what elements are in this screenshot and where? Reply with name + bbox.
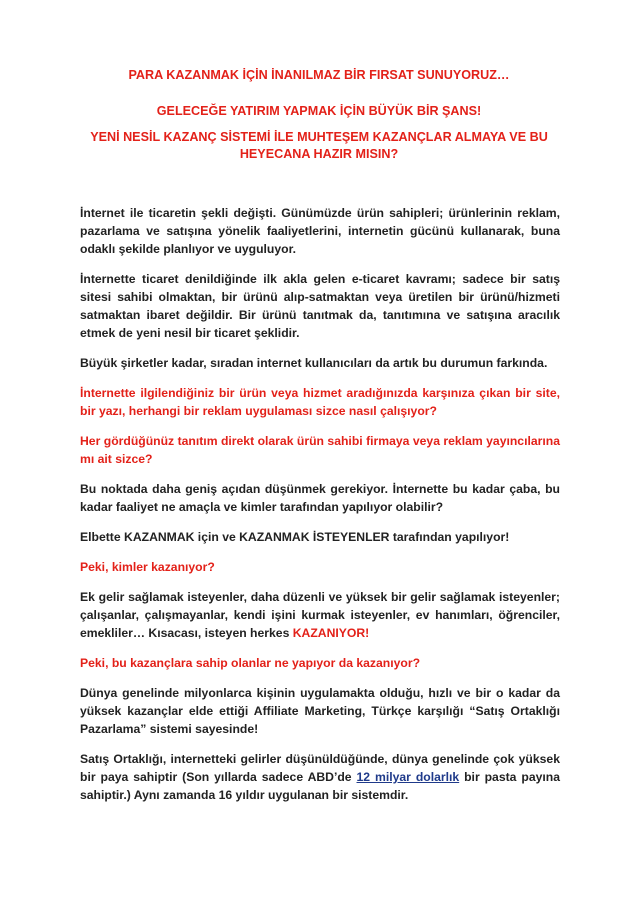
- paragraph-8: Peki, kimler kazanıyor?: [80, 560, 215, 574]
- heading-line-1: PARA KAZANMAK İÇİN İNANILMAZ BİR FIRSAT SUNUYORUZ…: [128, 68, 510, 82]
- paragraph-1: İnternet ile ticaretin şekli değişti. Günümüzde ürün sahipleri; ürünlerinin reklam, pazarlama ve satışına yönelik faaliyetlerini, internetin gücünü kullanarak, buna odaklı şekilde planlıyor ve uyguluyor.: [80, 206, 560, 256]
- paragraph-9-main: Ek gelir sağlamak isteyenler, daha düzenli ve yüksek bir gelir sağlamak isteyenler; çalışanlar, çalışmayanlar, kendi işini kurmak isteyenler, ev hanımları, öğrenciler, emekliler… Kısacası, isteyen herkes: [80, 590, 560, 640]
- heading-line-2: GELECEĞE YATIRIM YAPMAK İÇİN BÜYÜK BİR ŞANS!: [156, 104, 482, 118]
- paragraph-9-end: KAZANIYOR!: [292, 626, 370, 640]
- paragraph-3: Büyük şirketler kadar, sıradan internet kullanıcıları da artık bu durumun farkında.: [80, 356, 548, 370]
- paragraph-4: İnternette ilgilendiğiniz bir ürün veya hizmet aradığınızda karşınıza çıkan bir site, bir yazı, herhangi bir reklam uygulaması sizce nasıl çalışıyor?: [80, 386, 560, 418]
- paragraph-7: Elbette KAZANMAK için ve KAZANMAK İSTEYENLER tarafından yapılıyor!: [80, 530, 510, 544]
- paragraph-10: Peki, bu kazançlara sahip olanlar ne yapıyor da kazanıyor?: [80, 656, 421, 670]
- paragraph-11: Dünya genelinde milyonlarca kişinin uygulamakta olduğu, hızlı ve bir o kadar da yüksek kazançlar elde ettiği Affiliate Marketing, Türkçe karşılığı “Satış Ortaklığı Pazarlama” sistemi sayesinde!: [80, 686, 560, 736]
- heading-line-3: YENİ NESİL KAZANÇ SİSTEMİ İLE MUHTEŞEM KAZANÇLAR ALMAYA VE BU HEYECANA HAZIR MISIN?: [90, 130, 548, 161]
- paragraph-12-after: bir pasta payına sahiptir.) Aynı zamanda 16 yıldır uygulanan bir sistemdir.: [80, 770, 560, 802]
- body-text: [80, 204, 560, 816]
- paragraph-9: [80, 588, 560, 642]
- paragraph-12-link[interactable]: 12 milyar dolarlık: [356, 770, 460, 784]
- paragraph-12-before: Satış Ortaklığı, internetteki gelirler düşünüldüğünde, dünya genelinde çok yüksek bir paya sahiptir (Son yıllarda sadece ABD’de: [80, 752, 560, 784]
- paragraph-6: Bu noktada daha geniş açıdan düşünmek gerekiyor. İnternette bu kadar çaba, bu kadar faaliyet ne amaçla ve kimler tarafından yapılıyor olabilir?: [80, 482, 560, 514]
- paragraph-2: İnternette ticaret denildiğinde ilk akla gelen e-ticaret kavramı; sadece bir satış sitesi sahibi olmaktan, bir ürünü alıp-satmaktan veya üretilen bir ürünü/hizmeti satmaktan ibaret değildir. Bir ürünü tanıtmak da, tanıtımına ve satışına aracılık etmek de yeni nesil bir ticaret şeklidir.: [80, 272, 560, 340]
- paragraph-5: Her gördüğünüz tanıtım direkt olarak ürün sahibi firmaya veya reklam yayıncılarına mı ait sizce?: [80, 434, 560, 466]
- paragraph-12: [80, 750, 560, 804]
